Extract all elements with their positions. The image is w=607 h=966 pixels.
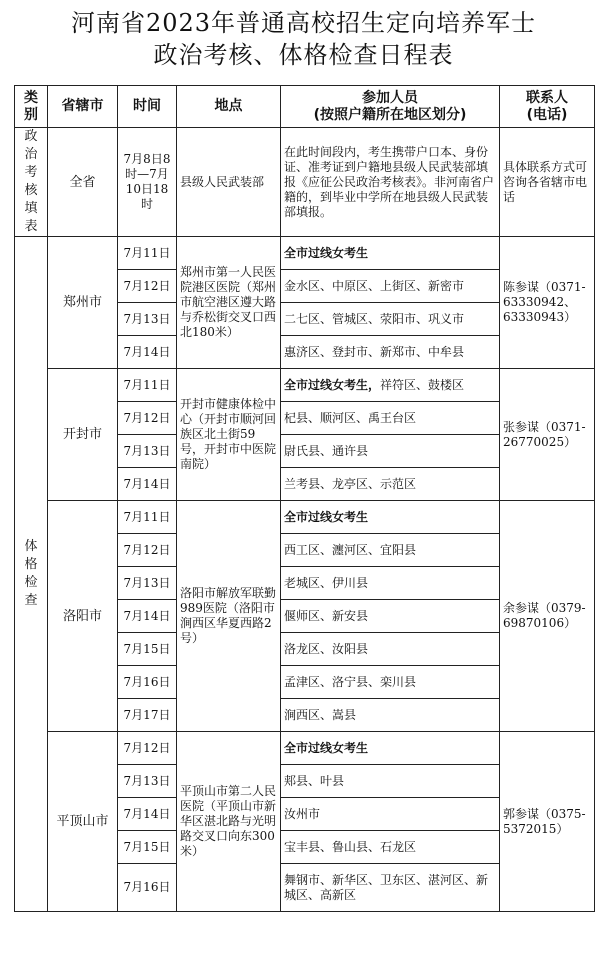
district-list: 尉氏县、通许县 — [284, 443, 369, 458]
exam-date: 7月12日 — [118, 402, 177, 435]
exam-date: 7月14日 — [118, 468, 177, 501]
political-time: 7月8日8时—7月10日18时 — [118, 128, 177, 237]
exam-districts — [281, 600, 500, 633]
exam-date: 7月13日 — [118, 435, 177, 468]
exam-date: 7月11日 — [118, 237, 177, 270]
exam-date: 7月13日 — [118, 765, 177, 798]
city-name: 平顶山市 — [48, 732, 118, 912]
exam-date: 7月12日 — [118, 732, 177, 765]
contact-info: 郭参谋（0375-5372015） — [500, 732, 595, 912]
female-candidates-label: 全市过线女考生 — [284, 509, 369, 524]
schedule-row — [15, 732, 595, 765]
header-contact-title: 联系人 — [526, 89, 568, 106]
exam-date: 7月14日 — [118, 336, 177, 369]
exam-districts — [281, 402, 500, 435]
district-list: 舞钢市、新华区、卫东区、湛河区、新城区、高新区 — [284, 872, 489, 902]
header-participants — [281, 86, 500, 128]
exam-districts — [281, 699, 500, 732]
female-candidates-label: 全市过线女考生， — [284, 377, 381, 392]
district-list: 汝州市 — [284, 806, 321, 821]
exam-districts — [281, 237, 500, 270]
exam-date: 7月16日 — [118, 666, 177, 699]
district-list: 偃师区、新安县 — [284, 608, 369, 623]
schedule-row — [15, 237, 595, 270]
exam-districts — [281, 732, 500, 765]
header-time: 时间 — [118, 86, 177, 128]
exam-date: 7月13日 — [118, 303, 177, 336]
exam-districts — [281, 369, 500, 402]
political-city: 全省 — [48, 128, 118, 237]
header-contact-note: (电话) — [526, 106, 568, 123]
exam-date: 7月17日 — [118, 699, 177, 732]
exam-districts — [281, 567, 500, 600]
exam-districts — [281, 633, 500, 666]
district-list: 涧西区、嵩县 — [284, 707, 357, 722]
exam-date: 7月12日 — [118, 270, 177, 303]
district-list: 郏县、叶县 — [284, 773, 345, 788]
political-row — [15, 128, 595, 237]
district-list: 洛龙区、汝阳县 — [284, 641, 369, 656]
exam-districts — [281, 864, 500, 912]
female-candidates-label: 全市过线女考生 — [284, 740, 369, 755]
header-participants-title: 参加人员 — [362, 89, 418, 106]
schedule-row — [15, 501, 595, 534]
header-contact — [500, 86, 595, 128]
exam-districts — [281, 666, 500, 699]
district-list: 惠济区、登封市、新郑市、中牟县 — [284, 344, 465, 359]
district-list: 宝丰县、鲁山县、石龙区 — [284, 839, 417, 854]
page-title-line-1: 河南省2023年普通高校招生定向培养军士 — [70, 9, 537, 37]
page-title-line-2: 政治考核、体格检查日程表 — [153, 41, 454, 69]
exam-date: 7月15日 — [118, 831, 177, 864]
exam-date: 7月13日 — [118, 567, 177, 600]
header-participants-note: (按照户籍所在地区划分) — [313, 106, 467, 123]
political-category: 政治考核填表 — [15, 128, 48, 237]
contact-info: 陈参谋（0371-63330942、63330943） — [500, 237, 595, 369]
header-place: 地点 — [177, 86, 281, 128]
exam-districts — [281, 501, 500, 534]
exam-date: 7月11日 — [118, 501, 177, 534]
political-place: 县级人民武装部 — [177, 128, 281, 237]
header-category: 类别 — [15, 86, 48, 128]
header-row — [15, 86, 595, 128]
exam-districts — [281, 303, 500, 336]
contact-info: 张参谋（0371-26770025） — [500, 369, 595, 501]
schedule-table — [14, 85, 595, 912]
exam-date: 7月12日 — [118, 534, 177, 567]
district-list: 杞县、顺河区、禹王台区 — [284, 410, 417, 425]
political-contact: 具体联系方式可咨询各省辖市电话 — [500, 128, 595, 237]
district-list: 金水区、中原区、上街区、新密市 — [284, 278, 465, 293]
district-list: 西工区、瀍河区、宜阳县 — [284, 542, 417, 557]
contact-info: 余参谋（0379-69870106） — [500, 501, 595, 732]
exam-districts — [281, 270, 500, 303]
exam-districts — [281, 831, 500, 864]
exam-date: 7月15日 — [118, 633, 177, 666]
exam-districts — [281, 468, 500, 501]
schedule-row — [15, 369, 595, 402]
district-list: 祥符区、鼓楼区 — [380, 377, 465, 392]
exam-districts — [281, 336, 500, 369]
district-list: 兰考县、龙亭区、示范区 — [284, 476, 417, 491]
exam-date: 7月16日 — [118, 864, 177, 912]
exam-districts — [281, 798, 500, 831]
city-name: 开封市 — [48, 369, 118, 501]
exam-place: 郑州市第一人民医院港区医院（郑州市航空港区遵大路与乔松街交叉口西北180米） — [177, 237, 281, 369]
exam-place: 洛阳市解放军联勤989医院（洛阳市涧西区华夏西路2号） — [177, 501, 281, 732]
exam-districts — [281, 435, 500, 468]
exam-date: 7月11日 — [118, 369, 177, 402]
exam-date: 7月14日 — [118, 600, 177, 633]
city-name: 洛阳市 — [48, 501, 118, 732]
physical-category: 体格检查 — [15, 237, 48, 912]
exam-districts — [281, 765, 500, 798]
district-list: 老城区、伊川县 — [284, 575, 369, 590]
exam-place: 开封市健康体检中心（开封市顺河回族区北土街59号，开封市中医院南院） — [177, 369, 281, 501]
political-participants: 在此时间段内，考生携带户口本、身份证、准考证到户籍地县级人民武装部填报《应征公民政治考核表》。非河南省户籍的，到毕业中学所在地县级人民武装部填报。 — [281, 128, 500, 237]
district-list: 孟津区、洛宁县、栾川县 — [284, 674, 417, 689]
city-name: 郑州市 — [48, 237, 118, 369]
exam-date: 7月14日 — [118, 798, 177, 831]
header-city: 省辖市 — [48, 86, 118, 128]
exam-districts — [281, 534, 500, 567]
district-list: 二七区、管城区、荥阳市、巩义市 — [284, 311, 465, 326]
female-candidates-label: 全市过线女考生 — [284, 245, 369, 260]
exam-place: 平顶山市第二人民医院（平顶山市新华区湛北路与光明路交叉口向东300米） — [177, 732, 281, 912]
